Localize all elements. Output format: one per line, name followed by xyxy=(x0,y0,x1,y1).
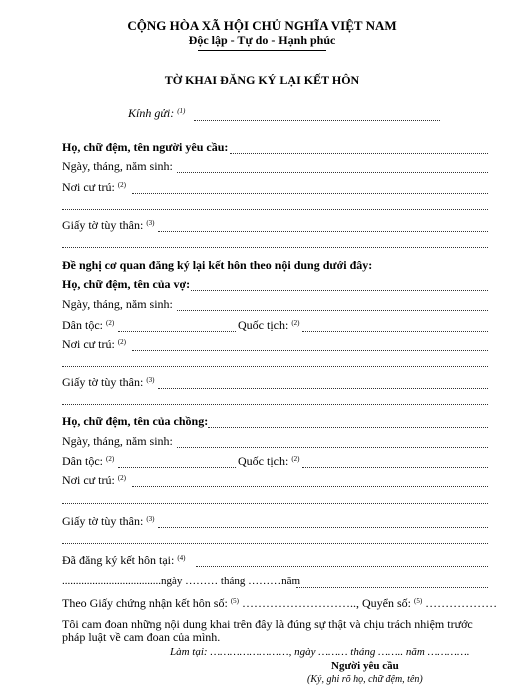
husband-residence-note: (2) xyxy=(117,474,127,482)
national-motto: Độc lập - Tự do - Hạnh phúc xyxy=(188,33,336,47)
requester-id-label xyxy=(62,218,155,233)
requester-dob-label: Ngày, tháng, năm sinh: xyxy=(62,159,173,173)
wife-name-label: Họ, chữ đệm, tên của vợ: xyxy=(62,277,191,291)
recipient-note: (1) xyxy=(177,107,186,115)
certificate-label: Theo Giấy chứng nhận kết hôn số: xyxy=(62,596,228,610)
commitment-line-2: pháp luật về cam đoan của mình. xyxy=(62,630,221,644)
husband-nationality-text: Quốc tịch: xyxy=(238,454,289,468)
husband-nationality-note: (2) xyxy=(291,455,300,463)
requester-residence-field[interactable] xyxy=(132,193,488,194)
wife-id-field[interactable] xyxy=(158,388,488,389)
recipient-field[interactable] xyxy=(194,120,440,121)
wife-id-field-2[interactable] xyxy=(62,404,488,405)
husband-ethnicity-text: Dân tộc: xyxy=(62,454,103,468)
wife-residence-field-2[interactable] xyxy=(62,366,488,367)
requester-id-text: Giấy tờ tùy thân: xyxy=(62,218,144,232)
wife-ethnicity-field[interactable] xyxy=(118,331,236,332)
wife-dob-label: Ngày, tháng, năm sinh: xyxy=(62,297,173,311)
certificate-line xyxy=(62,596,497,611)
husband-id-note: (3) xyxy=(146,515,155,523)
wife-id-label xyxy=(62,375,155,390)
wife-nationality-note: (2) xyxy=(291,319,300,327)
registration-place-label xyxy=(62,553,185,568)
husband-ethnicity-field[interactable] xyxy=(118,467,236,468)
wife-nationality-field[interactable] xyxy=(302,331,488,332)
husband-id-label xyxy=(62,514,155,529)
wife-id-text: Giấy tờ tùy thân: xyxy=(62,375,144,389)
signer-note: (Ký, ghi rõ họ, chữ đệm, tên) xyxy=(307,674,423,685)
registration-place-field[interactable] xyxy=(196,566,488,567)
requester-residence-label xyxy=(62,180,126,195)
wife-ethnicity-note: (2) xyxy=(106,319,115,327)
requester-id-field-2[interactable] xyxy=(62,247,488,248)
husband-id-text: Giấy tờ tùy thân: xyxy=(62,514,144,528)
husband-residence-text: Nơi cư trú: xyxy=(62,473,115,487)
husband-nationality-label xyxy=(238,454,300,469)
book-label: Quyển số: xyxy=(361,596,411,610)
registration-date-line: ....................................ngày ……… tháng ………năm xyxy=(62,575,301,587)
wife-ethnicity-label xyxy=(62,318,114,333)
requester-name-label: Họ, chữ đệm, tên người yêu cầu: xyxy=(62,140,229,154)
request-statement: Đề nghị cơ quan đăng ký lại kết hôn theo nội dung dưới đây: xyxy=(62,258,373,272)
husband-residence-field-2[interactable] xyxy=(62,503,488,504)
requester-residence-note: (2) xyxy=(117,181,127,189)
wife-residence-text: Nơi cư trú: xyxy=(62,337,115,351)
requester-id-field[interactable] xyxy=(158,231,488,232)
husband-name-field[interactable] xyxy=(208,427,488,428)
wife-nationality-label xyxy=(238,318,300,333)
wife-name-field[interactable] xyxy=(191,290,488,291)
requester-residence-text: Nơi cư trú: xyxy=(62,180,115,194)
signer-title: Người yêu cầu xyxy=(331,660,399,672)
book-number-field[interactable]: ……………… xyxy=(425,596,498,610)
husband-dob-label: Ngày, tháng, năm sinh: xyxy=(62,434,173,448)
wife-ethnicity-text: Dân tộc: xyxy=(62,318,103,332)
form-title: TỜ KHAI ĐĂNG KÝ LẠI KẾT HÔN xyxy=(164,73,360,87)
wife-residence-label xyxy=(62,337,126,352)
husband-dob-field[interactable] xyxy=(177,447,488,448)
husband-ethnicity-label xyxy=(62,454,114,469)
book-note: (5) xyxy=(413,597,423,605)
wife-nationality-text: Quốc tịch: xyxy=(238,318,289,332)
wife-dob-field[interactable] xyxy=(177,310,488,311)
husband-id-field-2[interactable] xyxy=(62,543,488,544)
husband-name-label: Họ, chữ đệm, tên của chồng: xyxy=(62,414,209,428)
husband-id-field[interactable] xyxy=(158,527,488,528)
wife-id-note: (3) xyxy=(146,376,155,384)
recipient-label-text: Kính gửi: xyxy=(128,106,175,120)
registration-date-field[interactable] xyxy=(296,587,488,588)
motto-underline xyxy=(198,50,326,51)
husband-ethnicity-note: (2) xyxy=(106,455,115,463)
recipient-label xyxy=(128,106,185,121)
certificate-note: (5) xyxy=(230,597,239,605)
requester-id-note: (3) xyxy=(146,219,155,227)
signature-place-date: Làm tại: ……………………, ngày ……… tháng …….. năm …………. xyxy=(170,646,470,658)
husband-residence-field[interactable] xyxy=(132,486,488,487)
wife-residence-note: (2) xyxy=(117,338,127,346)
national-header: CỘNG HÒA XÃ HỘI CHỦ NGHĨA VIỆT NAM xyxy=(127,18,397,33)
registration-place-note: (4) xyxy=(177,554,186,562)
commitment-line-1: Tôi cam đoan những nội dung khai trên đây là đúng sự thật và chịu trách nhiệm trước xyxy=(62,617,473,631)
husband-residence-label xyxy=(62,473,126,488)
requester-residence-field-2[interactable] xyxy=(62,209,488,210)
husband-nationality-field[interactable] xyxy=(302,467,488,468)
wife-residence-field[interactable] xyxy=(132,350,488,351)
requester-dob-field[interactable] xyxy=(177,172,488,173)
requester-name-field[interactable] xyxy=(230,153,488,154)
registration-place-text: Đã đăng ký kết hôn tại: xyxy=(62,553,175,567)
certificate-number-field[interactable]: ……………………….., xyxy=(241,596,359,610)
